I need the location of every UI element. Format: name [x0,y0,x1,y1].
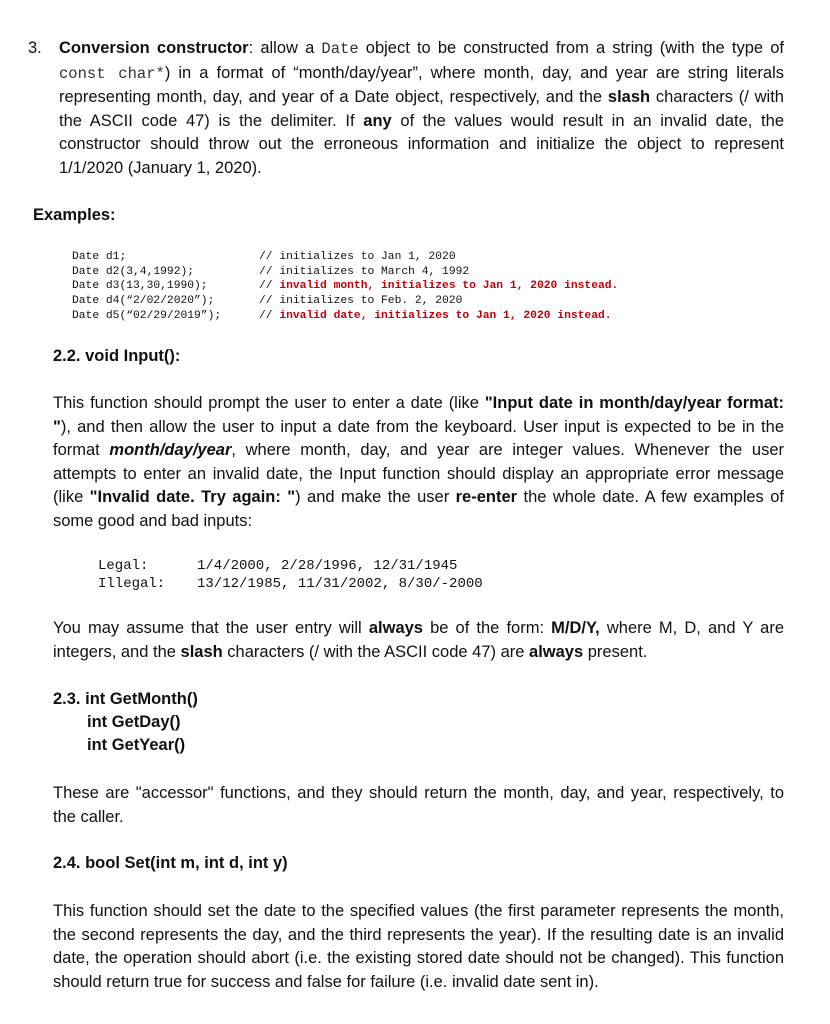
legal-label: Legal: [98,558,149,574]
section-2-2-paragraph: This function should prompt the user to enter a date (like "Input date in month/day/year format: "), and then allow the user to input a date from the keyboard. User input is expected to be in the format month/day/year, where month, day, and year are integer values. Whenever the user attempts to enter an invalid date, the Input function should display an appropriate error message (like "Invalid date. Try again: ") and make the user re-enter the whole date. A few examples of some good and bad inputs: [53,394,784,530]
example-comment: // initializes to March 4, 1992 [259,265,470,278]
example-declaration: Date d4(“2/02/2020”); [72,295,215,308]
example-comment: // initializes to Jan 1, 2020 [259,251,456,263]
section-2-2-paragraph-2: You may assume that the user entry will always be of the form: M/D/Y, where M, D, and Y are integers, and the slash characters (/ with the ASCII code 47) are always present. [53,619,784,661]
illegal-values: 13/12/1985, 11/31/2002, 8/30/-2000 [197,576,483,592]
code-date: Date [321,40,359,58]
section-2-4-heading: 2.4. bool Set(int m, int d, int y) [53,854,288,872]
legal-values: 1/4/2000, 2/28/1996, 12/31/1945 [197,558,458,574]
examples-heading: Examples: [33,206,116,224]
example-comment: // initializes to Feb. 2, 2020 [259,295,463,308]
section-2-2-heading: 2.2. void Input(): [53,347,181,365]
section-2-3-heading-2: int GetDay() [87,713,181,731]
example-declaration: Date d5(“02/29/2019”); [72,309,222,322]
section-2-3-paragraph: These are "accessor" functions, and they should return the month, day, and year, respectively, to the caller. [53,784,784,826]
illegal-label: Illegal: [98,576,166,592]
code-const-char: const char* [59,64,165,83]
section-2-3-heading-3: int GetYear() [87,736,186,754]
example-comment: // invalid month, initializes to Jan 1, 2020 instead. [259,280,619,293]
section-2-3-heading-1: 2.3. int GetMonth() [53,690,198,708]
section-3-number: 3. [28,39,42,57]
example-declaration: Date d2(3,4,1992); [72,265,195,278]
section-3-title: Conversion constructor [59,39,249,57]
example-declaration: Date d1; [72,251,127,263]
example-declaration: Date d3(13,30,1990); [72,280,208,293]
section-3-paragraph: Conversion constructor: allow a Date object to be constructed from a string (with the type of const char*) in a format of “month/day/year”, where month, day, and year are string literals representing month, day, and year of a Date object, respectively, and the slash characters (/ with the ASCII code 47) is the delimiter. If any of the values would result in an invalid date, the constructor should throw out the erroneous information and initialize the object to represent 1/1/2020 (January 1, 2020). [59,39,784,177]
section-2-4-paragraph: This function should set the date to the specified values (the first parameter represents the month, the second represents the day, and the third represents the year). If the resulting date is an invalid date, the operation should abort (i.e. the existing stored date should not be changed). This function should return true for success and false for failure (i.e. invalid date sent in). [53,902,784,991]
example-comment: // invalid date, initializes to Jan 1, 2020 instead. [259,309,612,322]
